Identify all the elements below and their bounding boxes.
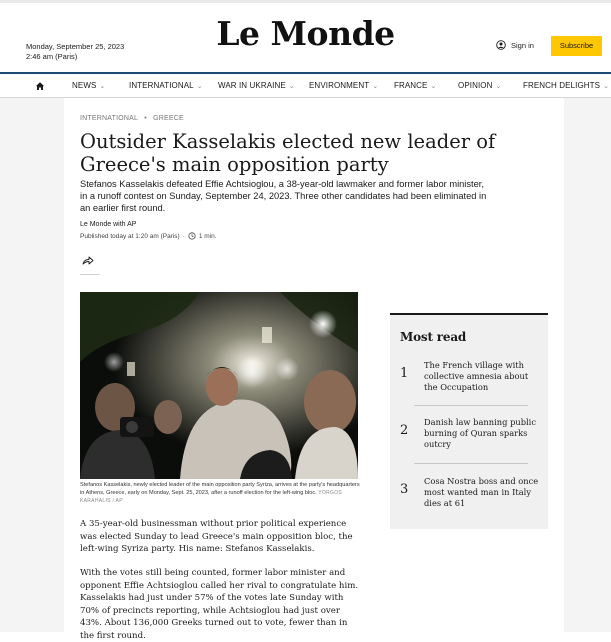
top-strip bbox=[0, 0, 611, 3]
most-read-title: Most read bbox=[400, 330, 467, 344]
nav-item-news[interactable] bbox=[72, 81, 105, 90]
chevron-down-icon: ⌄ bbox=[430, 83, 437, 90]
read-time: 1 min. bbox=[198, 232, 217, 240]
most-read-link[interactable]: Danish law banning public burning of Quran sparks outcry bbox=[424, 417, 536, 449]
published-time: Published today at 1:20 am (Paris) bbox=[80, 232, 180, 240]
article-title: Outsider Kasselakis elected new leader of Greece's main opposition party bbox=[80, 130, 496, 176]
most-read-link[interactable]: The French village with collective amnesia about the Occupation bbox=[424, 360, 529, 392]
site-header bbox=[0, 0, 611, 72]
chevron-down-icon: ⌄ bbox=[288, 83, 295, 90]
divider bbox=[414, 463, 528, 464]
chevron-down-icon: ⌄ bbox=[372, 83, 379, 90]
breadcrumb bbox=[80, 115, 188, 122]
chevron-down-icon: ⌄ bbox=[495, 83, 502, 90]
article-paragraph: With the votes still being counted, former labor minister and opponent Effie Achtsioglou called her rival to congratulate him. Kasselakis had just under 57% of the votes late Sunday with 70% of precincts reporting, while Achtsioglou had just over 43%. About 136,000 Greeks turned out to vote, fewer than in the first round. bbox=[80, 568, 359, 641]
home-icon[interactable] bbox=[35, 81, 45, 91]
most-read-rank: 1 bbox=[400, 366, 409, 381]
signin-label: Sign in bbox=[511, 40, 534, 50]
most-read-link[interactable]: Cosa Nostra boss and once most wanted man in Italy dies at 61 bbox=[424, 476, 539, 508]
most-read-item[interactable] bbox=[400, 417, 538, 457]
date-text: Monday, September 25, 2023 bbox=[26, 42, 125, 51]
nav-label: OPINION bbox=[458, 81, 493, 90]
chevron-down-icon: ⌄ bbox=[196, 83, 203, 90]
subscribe-button[interactable]: Subscribe bbox=[551, 36, 602, 56]
most-read-item[interactable] bbox=[400, 360, 538, 400]
breadcrumb-separator: • bbox=[144, 115, 147, 122]
chevron-down-icon: ⌄ bbox=[99, 83, 106, 90]
nav-label: ENVIRONMENT bbox=[309, 81, 370, 90]
share-icon[interactable] bbox=[82, 255, 94, 265]
site-logo[interactable]: Le Monde bbox=[216, 14, 395, 53]
nav-label: FRENCH DELIGHTS bbox=[523, 81, 601, 90]
nav-item-war-in-ukraine[interactable] bbox=[218, 81, 295, 90]
signin-link[interactable] bbox=[496, 40, 534, 50]
clock-icon bbox=[188, 232, 196, 240]
divider bbox=[414, 405, 528, 406]
most-read-panel bbox=[390, 313, 548, 529]
share-divider bbox=[80, 274, 100, 275]
nav-label: INTERNATIONAL bbox=[129, 81, 194, 90]
page-gutter-right bbox=[564, 98, 611, 632]
nav-label: WAR IN UKRAINE bbox=[218, 81, 286, 90]
most-read-rank: 2 bbox=[400, 423, 409, 438]
meta-separator: · bbox=[182, 232, 185, 240]
time-text: 2:46 am (Paris) bbox=[26, 52, 78, 61]
nav-item-environment[interactable] bbox=[309, 81, 378, 90]
user-icon bbox=[496, 40, 506, 50]
breadcrumb-international[interactable]: INTERNATIONAL bbox=[80, 115, 139, 122]
photo-caption bbox=[80, 481, 364, 505]
most-read-item[interactable] bbox=[400, 476, 538, 516]
nav-label: FRANCE bbox=[394, 81, 428, 90]
nav-item-french-delights[interactable] bbox=[523, 81, 609, 90]
page-gutter-left bbox=[0, 98, 64, 632]
nav-item-france[interactable] bbox=[394, 81, 436, 90]
nav-label: NEWS bbox=[72, 81, 97, 90]
nav-item-international[interactable] bbox=[129, 81, 203, 90]
article-published bbox=[80, 232, 217, 240]
caption-text: Stefanos Kasselakis, newly elected leader of the main opposition party Syriza, arrives at the party's headquarters in Athens, Greece, early on Monday, Sept. 25, 2023, after a runoff election for the left-wing bloc. bbox=[80, 482, 360, 496]
chevron-down-icon: ⌄ bbox=[603, 83, 610, 90]
article-photo bbox=[80, 292, 358, 479]
article-lede: Stefanos Kasselakis defeated Effie Achtsioglou, a 38-year-old lawmaker and former labor minister, in a runoff contest on Sunday, September 24, 2023. Three other candidates had been eliminated in an earlier first round. bbox=[80, 179, 487, 213]
photo-credit: YORGOS KARAHALIS / AP bbox=[80, 490, 343, 504]
nav-item-opinion[interactable] bbox=[458, 81, 501, 90]
main-nav bbox=[0, 72, 611, 98]
most-read-rank: 3 bbox=[400, 482, 409, 497]
breadcrumb-greece[interactable]: GREECE bbox=[153, 115, 184, 122]
article-paragraph: A 35-year-old businessman without prior political experience was elected Sunday to lead Greece's main opposition bloc, the left-wing Syriza party. His name: Stefanos Kasselakis. bbox=[80, 519, 353, 554]
article-byline: Le Monde with AP bbox=[80, 221, 137, 228]
